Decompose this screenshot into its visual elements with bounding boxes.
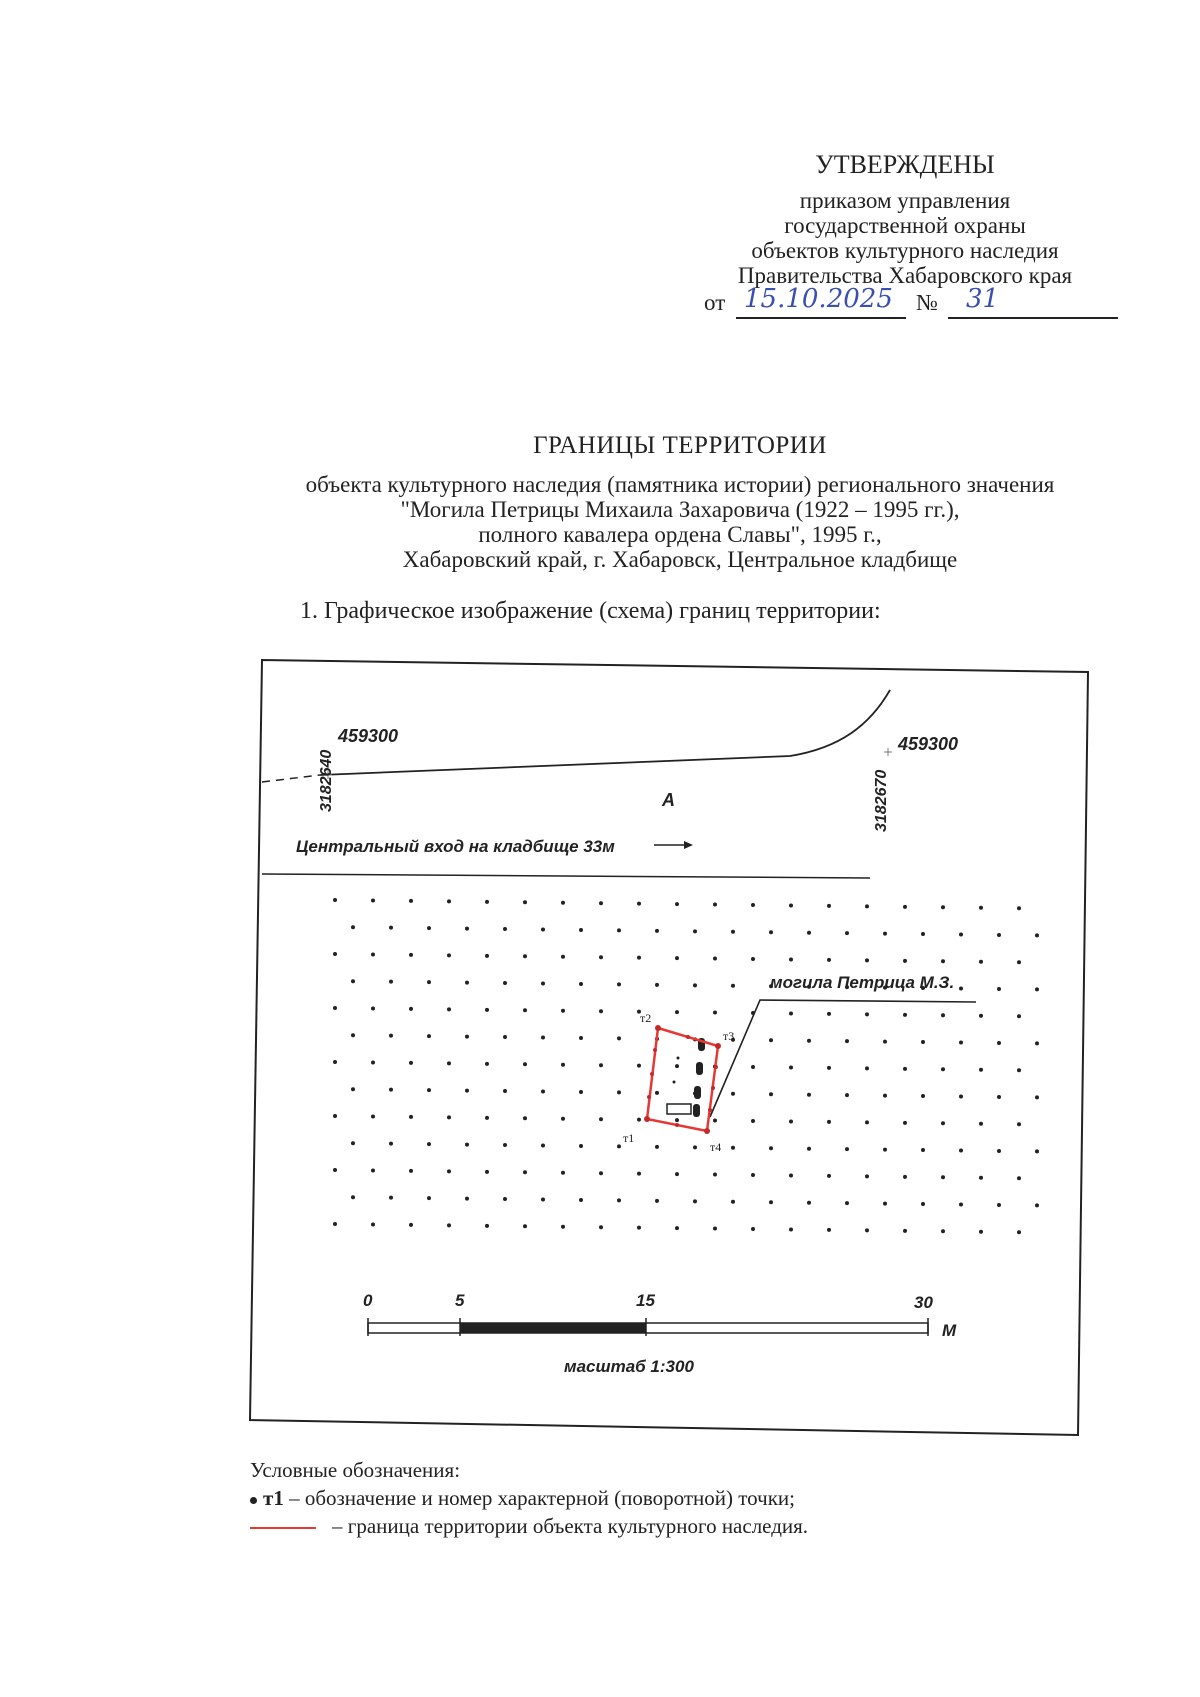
grid-dot xyxy=(921,1040,925,1044)
cemetery-dot-grid xyxy=(333,898,1039,1234)
grid-dot xyxy=(751,957,755,961)
grid-dot xyxy=(1035,1149,1039,1153)
grid-dot xyxy=(865,1174,869,1178)
grid-dot xyxy=(827,1174,831,1178)
grid-dot xyxy=(503,1197,507,1201)
grid-dot xyxy=(371,1060,375,1064)
grid-dot xyxy=(655,983,659,987)
grid-dot xyxy=(997,933,1001,937)
legend-point-row xyxy=(250,1485,808,1513)
grid-dot xyxy=(427,980,431,984)
grid-dot xyxy=(845,1039,849,1043)
grid-dot xyxy=(447,1061,451,1065)
grid-dot xyxy=(371,1222,375,1226)
grid-dot xyxy=(637,1118,641,1122)
grid-dot xyxy=(561,955,565,959)
grid-dot xyxy=(713,1119,717,1123)
grid-dot xyxy=(409,1115,413,1119)
grid-dot xyxy=(503,1035,507,1039)
grid-dot xyxy=(903,1175,907,1179)
grid-dot xyxy=(351,1195,355,1199)
legend-boundary-text: – граница территории объекта культурного наследия. xyxy=(332,1514,809,1538)
grid-dot xyxy=(845,1201,849,1205)
grid-dot xyxy=(845,1147,849,1151)
grid-dot xyxy=(465,1143,469,1147)
point-t2: т2 xyxy=(640,1011,652,1025)
grid-dot xyxy=(693,1145,697,1149)
grid-dot xyxy=(713,1227,717,1231)
grid-dot xyxy=(675,956,679,960)
grid-dot xyxy=(523,1062,527,1066)
document-title: ГРАНИЦЫ ТЕРРИТОРИИ xyxy=(533,432,827,459)
grid-dot xyxy=(523,1170,527,1174)
grid-dot xyxy=(409,899,413,903)
grid-dot xyxy=(675,1172,679,1176)
grave-label: могила Петрица М.З. xyxy=(770,973,955,992)
grid-dot xyxy=(541,1089,545,1093)
grid-dot xyxy=(941,1121,945,1125)
scale-tick-5: 5 xyxy=(455,1291,465,1310)
grid-dot xyxy=(637,1226,641,1230)
grid-dot xyxy=(979,906,983,910)
grid-dot xyxy=(523,954,527,958)
grid-dot xyxy=(731,984,735,988)
grid-dot xyxy=(921,1094,925,1098)
grid-dot xyxy=(485,1170,489,1174)
grid-dot xyxy=(865,1012,869,1016)
road-edge-dashed xyxy=(262,775,320,782)
grid-dot xyxy=(921,1202,925,1206)
scale-unit: М xyxy=(942,1321,957,1340)
grid-dot xyxy=(827,1012,831,1016)
grid-dot xyxy=(465,1197,469,1201)
grid-dot xyxy=(389,1034,393,1038)
grid-dot xyxy=(941,1175,945,1179)
coord-cross-right xyxy=(884,748,892,756)
grid-dot xyxy=(903,1121,907,1125)
grid-dot xyxy=(541,927,545,931)
grid-dot xyxy=(485,1224,489,1228)
grave-markers-icon xyxy=(667,1038,705,1117)
grid-dot xyxy=(371,1114,375,1118)
grid-dot xyxy=(485,1062,489,1066)
grid-dot xyxy=(941,1013,945,1017)
grid-dot xyxy=(827,1120,831,1124)
grid-dot xyxy=(997,1095,1001,1099)
grid-dot xyxy=(599,1009,603,1013)
grid-dot xyxy=(599,1117,603,1121)
road-edge-line xyxy=(320,690,890,775)
grid-dot xyxy=(1017,960,1021,964)
grid-dot xyxy=(617,982,621,986)
grid-dot xyxy=(713,1011,717,1015)
grid-dot xyxy=(769,1146,773,1150)
grid-dot xyxy=(333,1006,337,1010)
grid-dot xyxy=(675,902,679,906)
grid-dot xyxy=(351,1141,355,1145)
approval-line: объектов культурного наследия xyxy=(751,238,1059,263)
grid-dot xyxy=(979,1176,983,1180)
approval-line: Правительства Хабаровского края xyxy=(737,263,1073,288)
grid-dot xyxy=(769,1092,773,1096)
grid-dot xyxy=(561,901,565,905)
grid-dot xyxy=(979,1230,983,1234)
grid-dot xyxy=(903,1229,907,1233)
grid-dot xyxy=(693,983,697,987)
approval-title: УТВЕРЖДЕНЫ xyxy=(815,150,995,179)
grid-dot xyxy=(865,958,869,962)
grid-dot xyxy=(883,1040,887,1044)
coord-right-x: 459300 xyxy=(898,734,959,754)
grid-dot xyxy=(371,898,375,902)
grid-dot xyxy=(447,1169,451,1173)
grid-dot xyxy=(447,1223,451,1227)
road-label: А xyxy=(662,790,675,810)
grid-dot xyxy=(789,903,793,907)
grid-dot xyxy=(979,960,983,964)
grid-dot xyxy=(389,980,393,984)
coord-left-y: 3182640 xyxy=(318,749,335,812)
grid-dot xyxy=(883,1094,887,1098)
grave-callout-leader xyxy=(710,1000,976,1117)
grid-dot xyxy=(579,1036,583,1040)
grid-dot xyxy=(807,931,811,935)
grid-dot xyxy=(409,1223,413,1227)
boundary-line-icon xyxy=(250,1527,316,1530)
grid-dot xyxy=(1017,1014,1021,1018)
grid-dot xyxy=(1035,1041,1039,1045)
grid-dot xyxy=(941,905,945,909)
grid-dot xyxy=(447,953,451,957)
grid-dot xyxy=(465,981,469,985)
grid-dot xyxy=(447,899,451,903)
grid-dot xyxy=(713,957,717,961)
grid-dot xyxy=(503,927,507,931)
grid-dot xyxy=(1017,1122,1021,1126)
legend-point-text: – обозначение и номер характерной (поворотной) точки; xyxy=(283,1486,795,1510)
grid-dot xyxy=(903,1013,907,1017)
grid-dot xyxy=(789,1011,793,1015)
grid-dot xyxy=(903,959,907,963)
grid-dot xyxy=(883,932,887,936)
grid-dot xyxy=(333,1060,337,1064)
entrance-arrow-icon xyxy=(654,841,693,849)
point-t1: т1 xyxy=(623,1131,635,1145)
grid-dot xyxy=(579,1144,583,1148)
scale-tick-30: 30 xyxy=(914,1293,933,1312)
grid-dot xyxy=(617,1198,621,1202)
grid-dot xyxy=(541,981,545,985)
grid-dot xyxy=(807,1201,811,1205)
grid-dot xyxy=(997,1203,1001,1207)
grid-dot xyxy=(333,1114,337,1118)
grid-dot xyxy=(865,904,869,908)
entrance-label: Центральный вход на кладбище 33м xyxy=(296,837,615,856)
grid-dot xyxy=(675,1064,679,1068)
grid-dot xyxy=(503,1143,507,1147)
grid-dot xyxy=(789,957,793,961)
grid-dot xyxy=(503,1089,507,1093)
subtitle-line: "Могила Петрицы Михаила Захаровича (1922 – 1995 гг.), xyxy=(400,497,960,522)
grid-dot xyxy=(675,1010,679,1014)
grid-dot xyxy=(713,903,717,907)
grid-dot xyxy=(1017,906,1021,910)
grid-dot xyxy=(389,1142,393,1146)
grid-dot xyxy=(447,1007,451,1011)
grid-dot xyxy=(807,1093,811,1097)
grid-dot xyxy=(675,1118,679,1122)
grid-dot xyxy=(579,982,583,986)
grid-dot xyxy=(561,1117,565,1121)
grid-dot xyxy=(1035,1095,1039,1099)
grid-dot xyxy=(959,1203,963,1207)
coord-left-x: 459300 xyxy=(338,726,399,746)
grid-dot xyxy=(789,1065,793,1069)
grid-dot xyxy=(351,1087,355,1091)
grid-dot xyxy=(655,1199,659,1203)
grid-dot xyxy=(333,898,337,902)
grid-dot xyxy=(1017,1176,1021,1180)
grid-dot xyxy=(675,1226,679,1230)
grid-dot xyxy=(523,1224,527,1228)
subtitle-line: Хабаровский край, г. Хабаровск, Центральное кладбище xyxy=(402,547,958,572)
grid-dot xyxy=(599,1171,603,1175)
number-prefix: № xyxy=(916,290,938,315)
grid-dot xyxy=(865,1066,869,1070)
grid-dot xyxy=(485,900,489,904)
grid-dot xyxy=(845,931,849,935)
legend xyxy=(250,1457,808,1541)
grid-dot xyxy=(827,958,831,962)
grid-dot xyxy=(751,1119,755,1123)
grid-dot xyxy=(959,1095,963,1099)
grid-dot xyxy=(731,1200,735,1204)
grid-dot xyxy=(655,1145,659,1149)
grid-dot xyxy=(731,930,735,934)
grid-dot xyxy=(485,1116,489,1120)
grid-dot xyxy=(617,1144,621,1148)
date-prefix: от xyxy=(704,290,726,315)
grid-dot xyxy=(409,1007,413,1011)
grid-dot xyxy=(807,1147,811,1151)
grid-dot xyxy=(997,987,1001,991)
grid-dot xyxy=(351,925,355,929)
grid-dot xyxy=(713,1173,717,1177)
grid-dot xyxy=(485,954,489,958)
grid-dot xyxy=(465,1089,469,1093)
grid-dot xyxy=(1035,1203,1039,1207)
grid-dot xyxy=(409,1061,413,1065)
grid-dot xyxy=(561,1171,565,1175)
grid-dot xyxy=(427,1034,431,1038)
grid-dot xyxy=(789,1173,793,1177)
grid-dot xyxy=(599,1063,603,1067)
grid-dot xyxy=(351,1033,355,1037)
grid-dot xyxy=(561,1225,565,1229)
grid-dot xyxy=(845,1093,849,1097)
grid-dot xyxy=(827,904,831,908)
grid-dot xyxy=(903,905,907,909)
grid-dot xyxy=(599,955,603,959)
grid-dot xyxy=(409,1169,413,1173)
grid-dot xyxy=(959,1149,963,1153)
grid-dot xyxy=(979,1122,983,1126)
grid-dot xyxy=(371,1168,375,1172)
grid-dot xyxy=(789,1227,793,1231)
grid-dot xyxy=(617,1090,621,1094)
legend-title: Условные обозначения: xyxy=(250,1458,461,1482)
grid-dot xyxy=(941,1229,945,1233)
grid-dot xyxy=(997,1041,1001,1045)
grid-dot xyxy=(351,979,355,983)
grid-dot xyxy=(427,926,431,930)
grid-dot xyxy=(1017,1068,1021,1072)
point-t3: т3 xyxy=(723,1029,735,1043)
legend-point-symbol: т1 xyxy=(263,1486,284,1510)
grid-dot xyxy=(959,1041,963,1045)
grid-dot xyxy=(751,903,755,907)
grid-dot xyxy=(333,952,337,956)
scheme-frame xyxy=(250,660,1088,1435)
grid-dot xyxy=(371,1006,375,1010)
grid-dot xyxy=(617,928,621,932)
grid-dot xyxy=(579,1198,583,1202)
grid-dot xyxy=(827,1066,831,1070)
section-heading: 1. Графическое изображение (схема) границ территории: xyxy=(300,598,881,624)
grid-dot xyxy=(751,1173,755,1177)
grid-dot xyxy=(865,1120,869,1124)
subtitle-line: объекта культурного наследия (памятника истории) регионального значения xyxy=(305,472,1055,497)
grid-dot xyxy=(751,1227,755,1231)
subtitle-line: полного кавалера ордена Славы", 1995 г., xyxy=(478,522,882,547)
scale-label: масштаб 1:300 xyxy=(564,1357,694,1376)
grid-dot xyxy=(333,1168,337,1172)
grid-dot xyxy=(1035,933,1039,937)
grid-dot xyxy=(503,981,507,985)
grid-dot xyxy=(921,1148,925,1152)
order-date-handwritten: 15.10.2025 xyxy=(744,284,893,314)
grid-dot xyxy=(751,1065,755,1069)
grid-dot xyxy=(637,1064,641,1068)
grid-dot xyxy=(541,1197,545,1201)
grid-dot xyxy=(523,900,527,904)
grid-dot xyxy=(599,901,603,905)
grid-dot xyxy=(941,959,945,963)
grid-dot xyxy=(655,1091,659,1095)
grid-dot xyxy=(579,928,583,932)
grid-dot xyxy=(693,1199,697,1203)
grid-dot xyxy=(731,1146,735,1150)
grid-dot xyxy=(389,1196,393,1200)
scale-tick-0: 0 xyxy=(363,1291,373,1310)
order-number-handwritten: 31 xyxy=(966,284,1000,314)
grid-dot xyxy=(979,1014,983,1018)
grid-dot xyxy=(959,933,963,937)
grid-dot xyxy=(921,932,925,936)
grid-dot xyxy=(1035,987,1039,991)
grid-dot xyxy=(409,953,413,957)
grid-dot xyxy=(599,1225,603,1229)
grid-dot xyxy=(427,1196,431,1200)
grid-dot xyxy=(523,1116,527,1120)
grid-dot xyxy=(561,1063,565,1067)
grid-dot xyxy=(579,1090,583,1094)
grid-dot xyxy=(541,1143,545,1147)
point-marker-icon xyxy=(250,1497,257,1504)
grid-dot xyxy=(427,1088,431,1092)
grid-dot xyxy=(655,929,659,933)
approval-line: государственной охраны xyxy=(784,213,1026,238)
grid-dot xyxy=(959,987,963,991)
coord-right-y: 3182670 xyxy=(873,769,890,832)
grid-dot xyxy=(427,1142,431,1146)
road-boundary-line xyxy=(262,874,870,878)
grid-dot xyxy=(637,902,641,906)
grid-dot xyxy=(731,1092,735,1096)
grid-dot xyxy=(903,1067,907,1071)
grid-dot xyxy=(485,1008,489,1012)
grid-dot xyxy=(1017,1230,1021,1234)
scale-bar xyxy=(368,1318,928,1336)
grid-dot xyxy=(979,1068,983,1072)
grid-dot xyxy=(883,1202,887,1206)
grid-dot xyxy=(769,1038,773,1042)
grid-dot xyxy=(637,956,641,960)
grid-dot xyxy=(617,1036,621,1040)
grid-dot xyxy=(523,1008,527,1012)
point-t4: т4 xyxy=(710,1140,722,1154)
grid-dot xyxy=(883,1148,887,1152)
grid-dot xyxy=(807,1039,811,1043)
grid-dot xyxy=(389,1088,393,1092)
grid-dot xyxy=(789,1119,793,1123)
approval-line: приказом управления xyxy=(799,188,1011,213)
grid-dot xyxy=(447,1115,451,1119)
grid-dot xyxy=(827,1228,831,1232)
grid-dot xyxy=(637,1172,641,1176)
grid-dot xyxy=(997,1149,1001,1153)
grid-dot xyxy=(465,927,469,931)
grid-dot xyxy=(465,1035,469,1039)
grid-dot xyxy=(865,1228,869,1232)
grid-dot xyxy=(371,952,375,956)
scale-tick-15: 15 xyxy=(636,1291,655,1310)
grid-dot xyxy=(769,1200,773,1204)
grid-dot xyxy=(693,929,697,933)
legend-boundary-row xyxy=(250,1513,808,1541)
grid-dot xyxy=(941,1067,945,1071)
grid-dot xyxy=(561,1009,565,1013)
grid-dot xyxy=(769,930,773,934)
heritage-boundary xyxy=(647,1028,718,1131)
grid-dot xyxy=(333,1222,337,1226)
grid-dot xyxy=(541,1035,545,1039)
grid-dot xyxy=(389,926,393,930)
